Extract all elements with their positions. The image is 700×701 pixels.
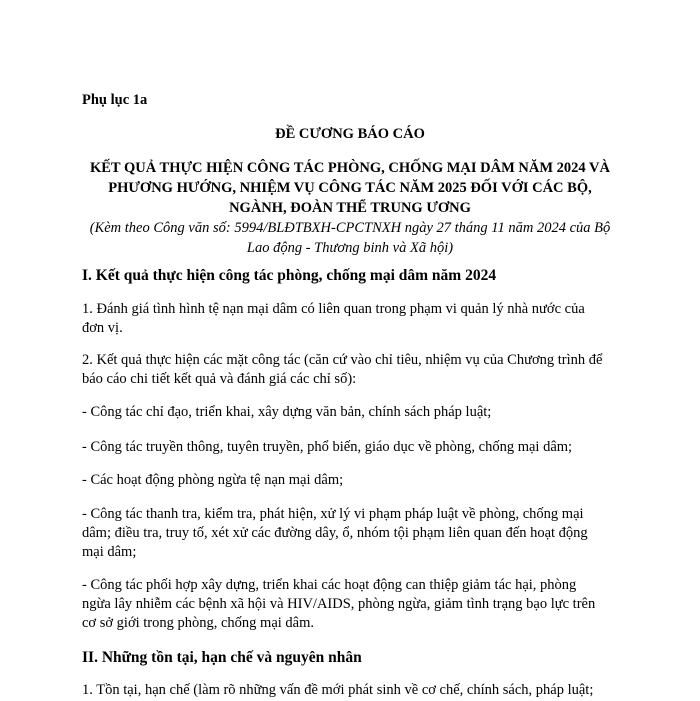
bullet-item: - Các hoạt động phòng ngừa tệ nạn mại dâm; bbox=[82, 472, 344, 488]
bullet-line: cơ sở giới trong phòng, chống mại dâm. bbox=[82, 615, 315, 631]
reference-line: (Kèm theo Công văn số: 5994/BLĐTBXH-CPCTNXH ngày 27 tháng 11 năm 2024 của Bộ bbox=[89, 220, 611, 236]
subtitle-line: PHƯƠNG HƯỚNG, NHIỆM VỤ CÔNG TÁC NĂM 2025 ĐỐI VỚI CÁC BỘ, bbox=[108, 180, 592, 196]
section-2-heading: II. Những tồn tại, hạn chế và nguyên nhân bbox=[82, 649, 362, 666]
bullet-item: - Công tác truyền thông, tuyên truyền, phổ biến, giáo dục về phòng, chống mại dâm; bbox=[82, 439, 573, 455]
report-title: ĐỀ CƯƠNG BÁO CÁO bbox=[275, 126, 425, 142]
section-1-heading: I. Kết quả thực hiện công tác phòng, chống mại dâm năm 2024 bbox=[82, 267, 497, 284]
paragraph-line: 2. Kết quả thực hiện các mặt công tác (căn cứ vào chỉ tiêu, nhiệm vụ của Chương trình để bbox=[82, 352, 603, 368]
bullet-item: - Công tác chỉ đạo, triển khai, xây dựng văn bản, chính sách pháp luật; bbox=[82, 404, 492, 420]
subtitle-line: NGÀNH, ĐOÀN THỂ TRUNG ƯƠNG bbox=[229, 200, 471, 216]
bullet-line: dâm; điều tra, truy tố, xét xử các đường dây, ổ, nhóm tội phạm liên quan đến hoạt động bbox=[82, 525, 588, 541]
reference-line: Lao động - Thương binh và Xã hội) bbox=[246, 240, 454, 256]
bullet-line: - Công tác phối hợp xây dựng, triển khai các hoạt động can thiệp giảm tác hại, phòng bbox=[82, 577, 577, 593]
paragraph-line: 1. Tồn tại, hạn chế (làm rõ những vấn đề mới phát sinh về cơ chế, chính sách, pháp luật; bbox=[82, 682, 594, 698]
appendix-label: Phụ lục 1a bbox=[82, 92, 148, 108]
bullet-line: - Công tác thanh tra, kiểm tra, phát hiện, xử lý vi phạm pháp luật về phòng, chống mại bbox=[82, 506, 584, 522]
bullet-line: mại dâm; bbox=[82, 544, 137, 560]
paragraph-line: 1. Đánh giá tình hình tệ nạn mại dâm có liên quan trong phạm vi quản lý nhà nước của bbox=[82, 301, 585, 317]
bullet-line: ngừa lây nhiễm các bệnh xã hội và HIV/AIDS, phòng ngừa, giảm tình trạng bạo lực trên bbox=[82, 596, 596, 612]
paragraph-line: báo cáo chi tiết kết quả và đánh giá các chỉ số): bbox=[82, 371, 357, 387]
paragraph-line: đơn vị. bbox=[82, 320, 123, 336]
subtitle-line: KẾT QUẢ THỰC HIỆN CÔNG TÁC PHÒNG, CHỐNG MẠI DÂM NĂM 2024 VÀ bbox=[89, 160, 610, 176]
